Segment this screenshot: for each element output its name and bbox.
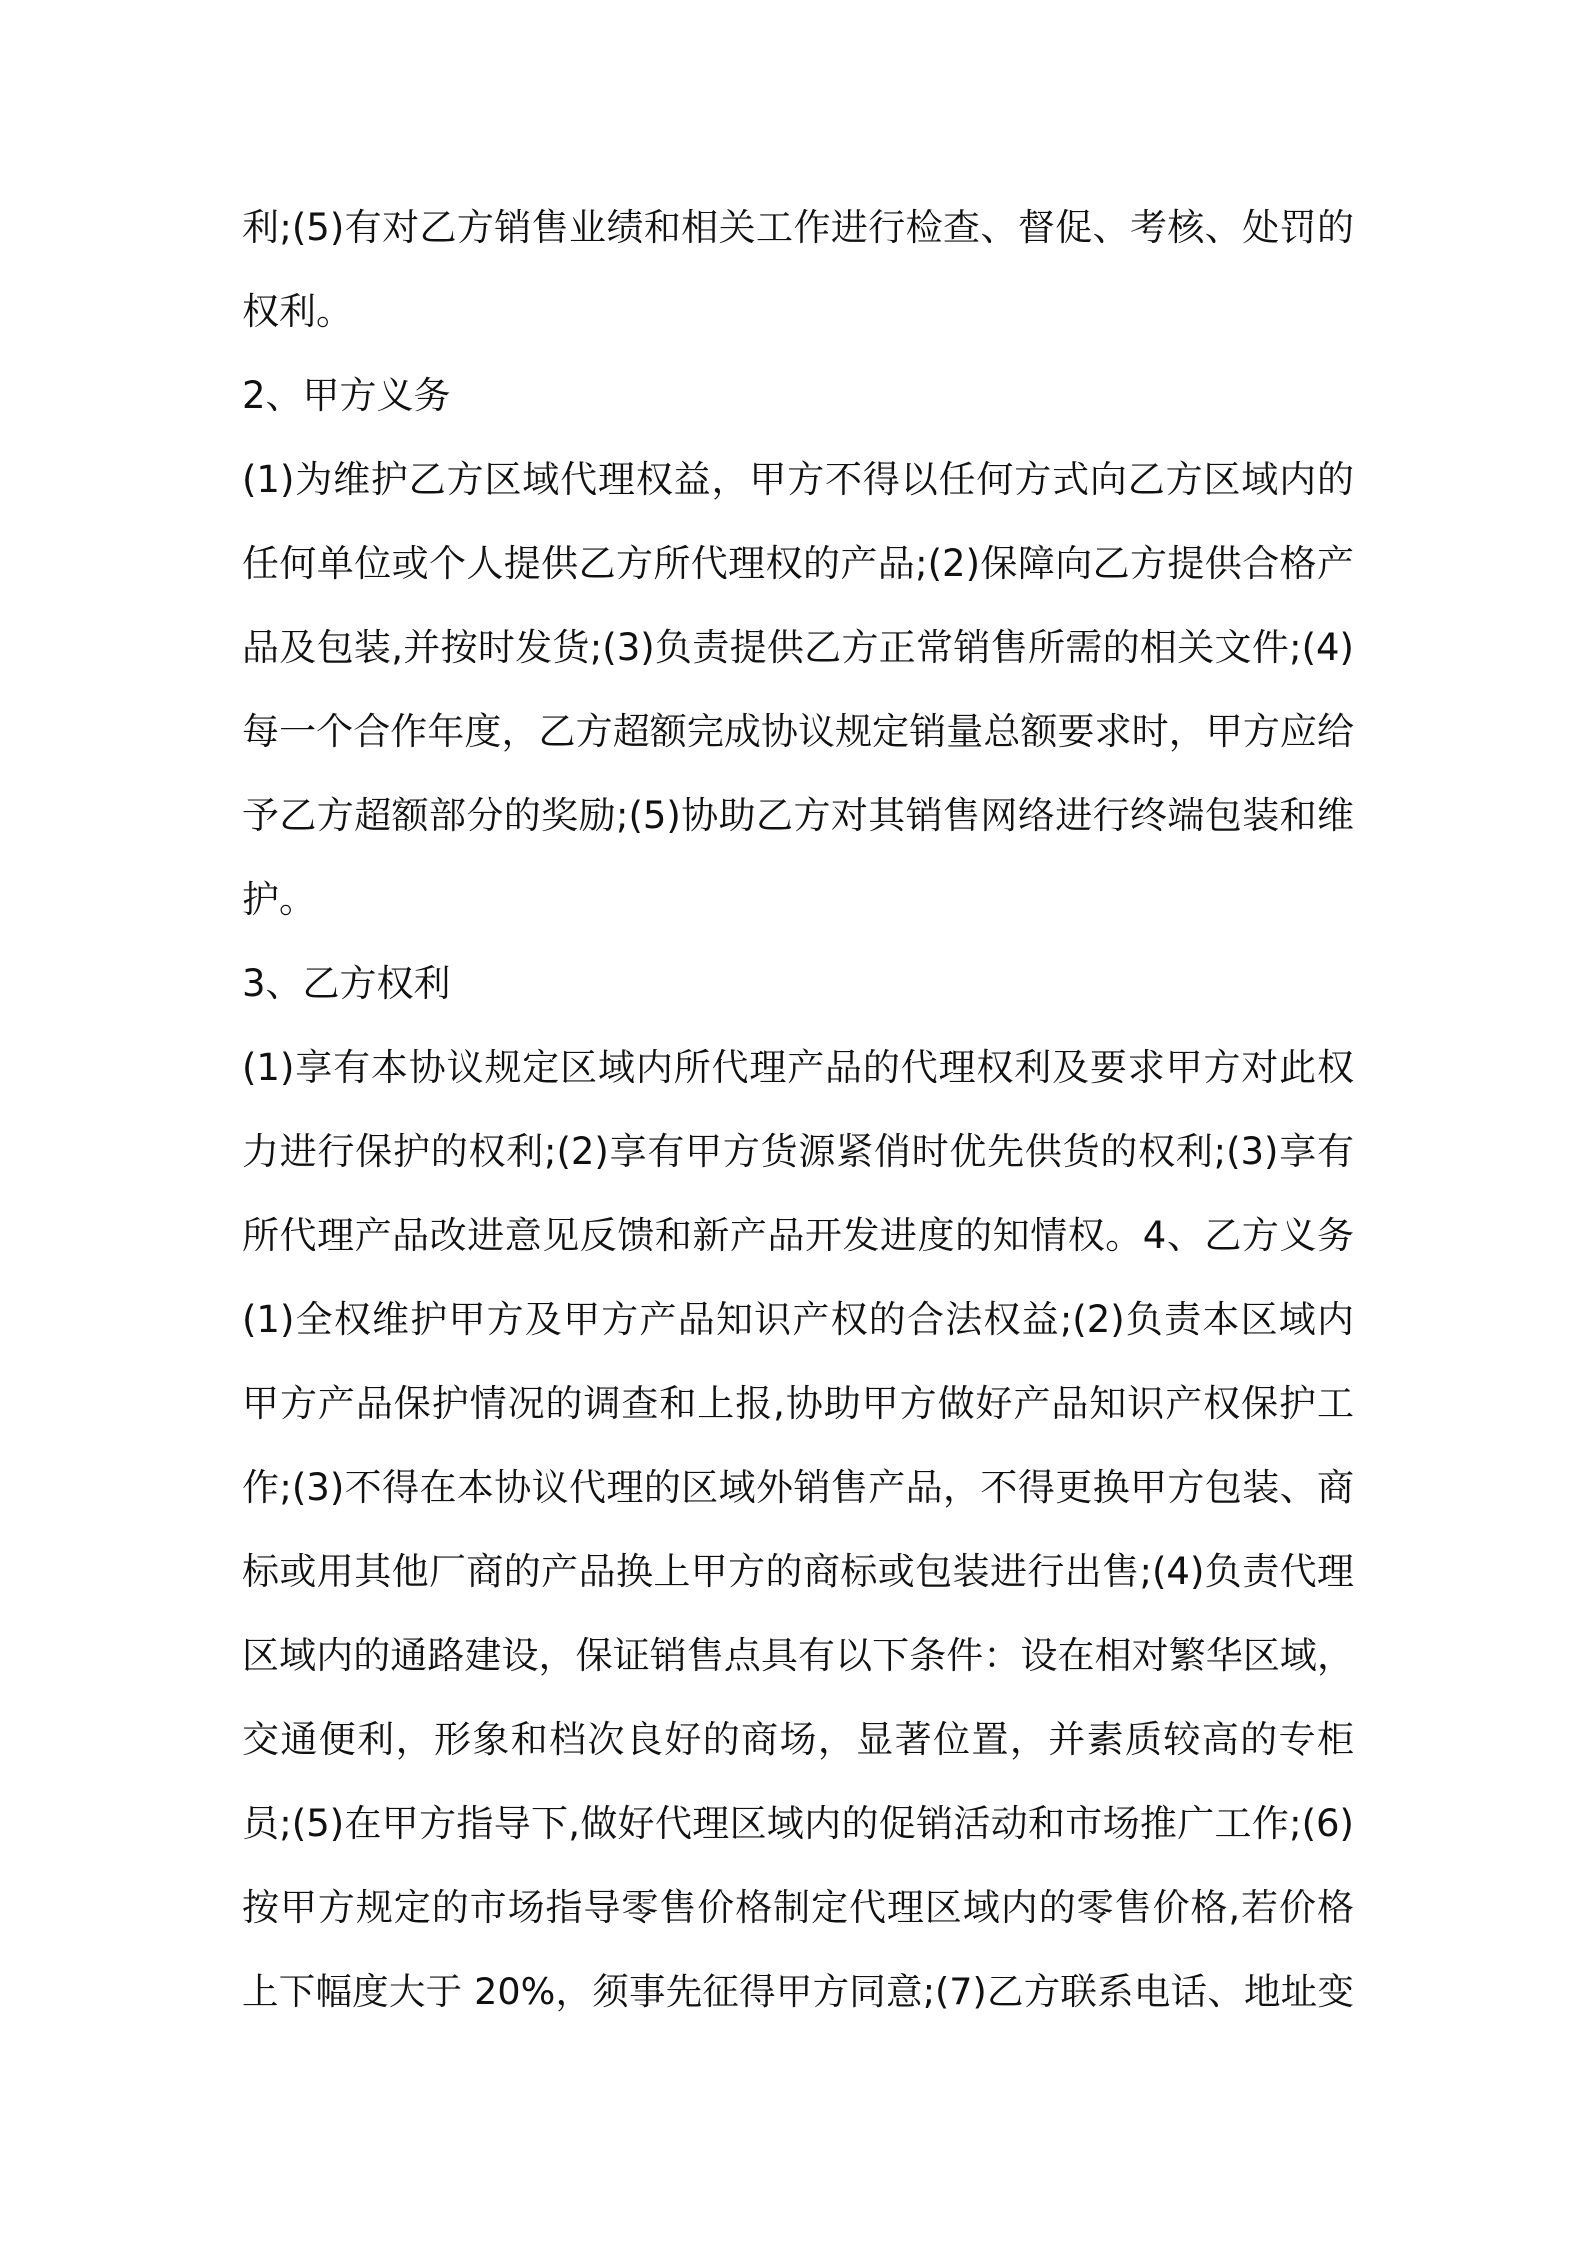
text-line: (1)享有本协议规定区域内所代理产品的代理权利及要求甲方对此权: [242, 1046, 1354, 1089]
text-line: 甲方产品保护情况的调查和上报,协助甲方做好产品知识产权保护工: [242, 1382, 1354, 1425]
section-heading: 3、乙方权利: [242, 962, 451, 1005]
text-line: 权利。: [242, 290, 353, 333]
text-line: 护。: [242, 878, 316, 921]
contract-text: [242, 186, 1354, 2034]
text-line: 力进行保护的权利;(2)享有甲方货源紧俏时优先供货的权利;(3)享有: [242, 1130, 1354, 1173]
text-line: 员;(5)在甲方指导下,做好代理区域内的促销活动和市场推广工作;(6): [242, 1802, 1354, 1845]
section-heading: 2、甲方义务: [242, 374, 451, 417]
text-line: (1)为维护乙方区域代理权益，甲方不得以任何方式向乙方区域内的: [242, 458, 1354, 501]
text-line: 任何单位或个人提供乙方所代理权的产品;(2)保障向乙方提供合格产: [242, 542, 1354, 585]
text-line: 所代理产品改进意见反馈和新产品开发进度的知情权。4、乙方义务: [242, 1214, 1354, 1257]
text-line: 品及包装,并按时发货;(3)负责提供乙方正常销售所需的相关文件;(4): [242, 626, 1354, 669]
text-line: 按甲方规定的市场指导零售价格制定代理区域内的零售价格,若价格: [242, 1886, 1354, 1929]
text-line: 作;(3)不得在本协议代理的区域外销售产品，不得更换甲方包装、商: [242, 1466, 1354, 1509]
text-line: 交通便利，形象和档次良好的商场，显著位置，并素质较高的专柜: [242, 1718, 1354, 1761]
text-line: 上下幅度大于 20%，须事先征得甲方同意;(7)乙方联系电话、地址变: [242, 1970, 1354, 2013]
text-line: 予乙方超额部分的奖励;(5)协助乙方对其销售网络进行终端包装和维: [242, 794, 1354, 837]
text-line: 每一个合作年度，乙方超额完成协议规定销量总额要求时，甲方应给: [242, 710, 1354, 753]
text-line: 利;(5)有对乙方销售业绩和相关工作进行检查、督促、考核、处罚的: [242, 206, 1354, 249]
text-line: (1)全权维护甲方及甲方产品知识产权的合法权益;(2)负责本区域内: [242, 1298, 1354, 1341]
text-line: 标或用其他厂商的产品换上甲方的商标或包装进行出售;(4)负责代理: [242, 1550, 1354, 1593]
text-line: 区域内的通路建设，保证销售点具有以下条件：设在相对繁华区域，: [242, 1634, 1354, 1677]
